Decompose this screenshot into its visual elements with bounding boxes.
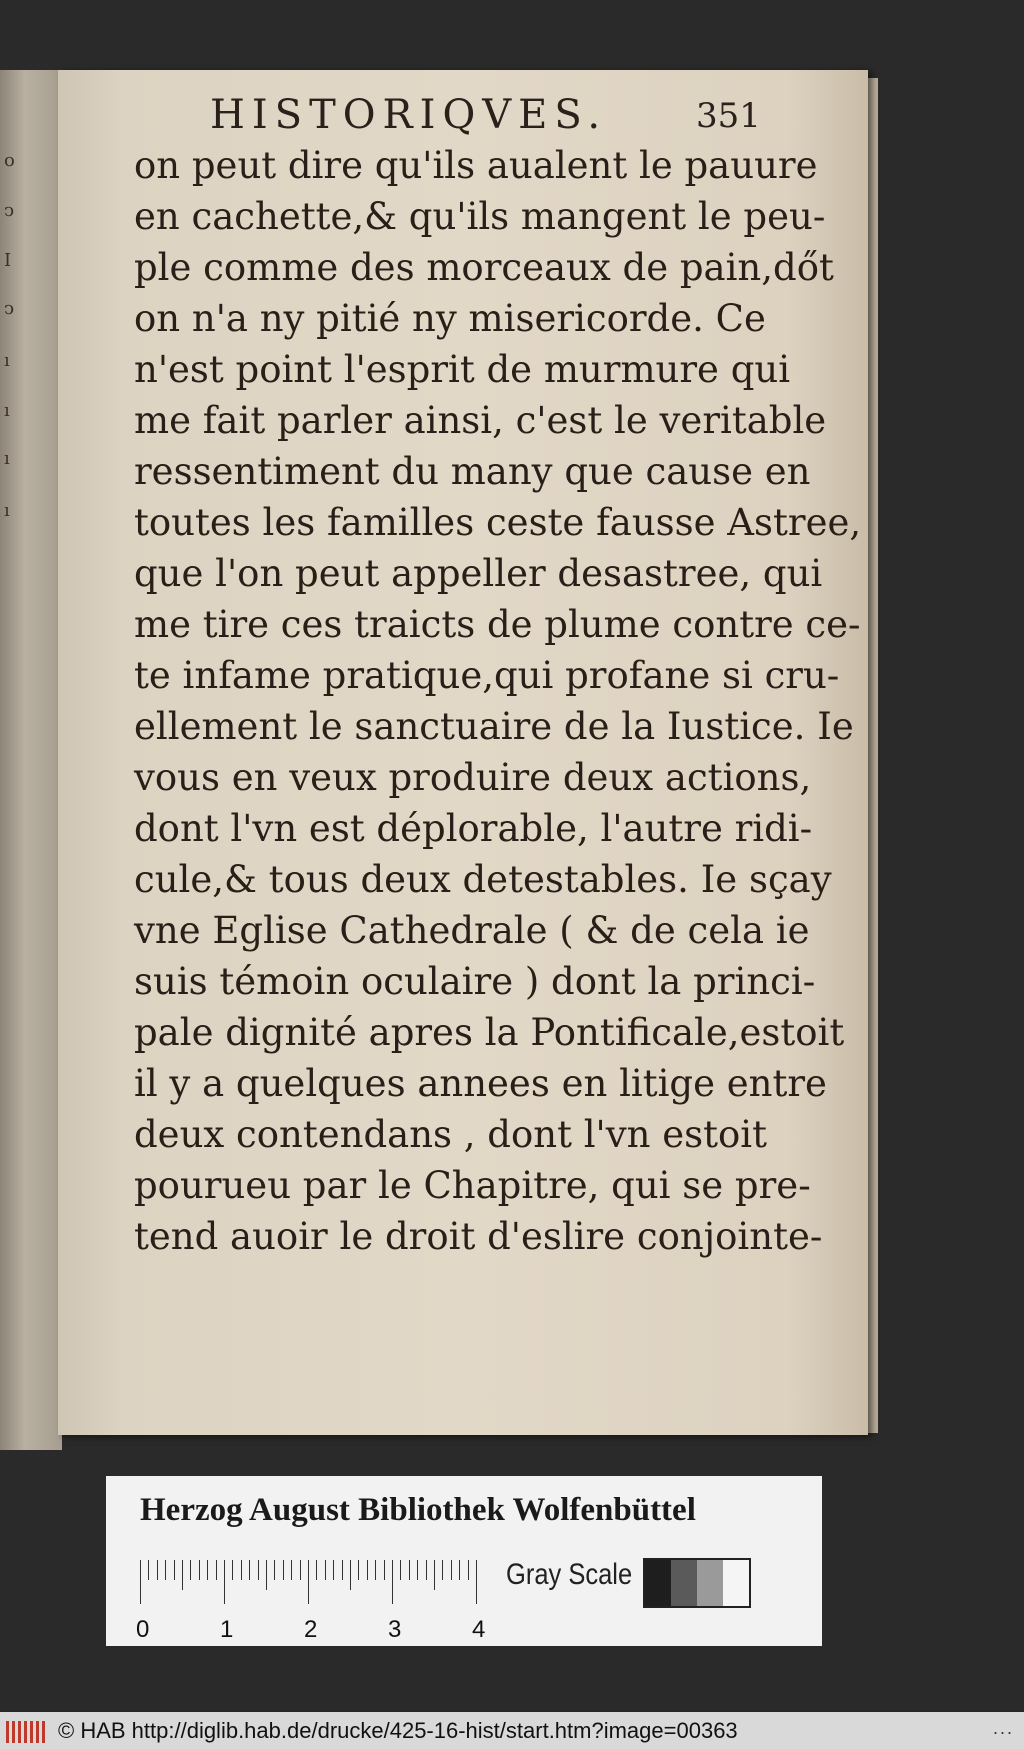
text-line: il y a quelques annees en litige entre: [134, 1062, 827, 1105]
ruler-tick: [417, 1560, 418, 1580]
ruler-tick: [165, 1560, 166, 1580]
margin-glyph: I: [4, 250, 12, 271]
scale-number: 0: [136, 1616, 150, 1643]
measurement-ruler: [140, 1560, 480, 1604]
ruler-tick: [207, 1560, 208, 1580]
ruler-tick: [358, 1560, 359, 1580]
text-line: vne Eglise Cathedrale ( & de cela ie: [134, 909, 810, 952]
text-line: en cachette,& qu'ils mangent le peu-: [134, 195, 826, 238]
ruler-tick: [375, 1560, 376, 1580]
ruler-tick: [258, 1560, 259, 1580]
ruler-tick: [291, 1560, 292, 1580]
ruler-tick: [300, 1560, 301, 1580]
ruler-tick: [392, 1560, 393, 1604]
previous-page-edge: [0, 70, 62, 1450]
running-head: HISTORIQVES.: [210, 92, 608, 138]
text-line: toutes les familles ceste fausse Astree,: [134, 501, 862, 544]
gray-swatch: [671, 1560, 697, 1606]
text-line: suis témoin oculaire ) dont la princi-: [134, 960, 816, 1003]
ruler-tick: [350, 1560, 351, 1590]
text-line: dont l'vn est déplorable, l'autre ridi-: [134, 807, 813, 850]
ruler-tick: [426, 1560, 427, 1580]
text-line: ellement le sanctuaire de la Iustice. Ie: [134, 705, 854, 748]
text-line: te infame pratique,qui profane si cru-: [134, 654, 840, 697]
ruler-tick: [442, 1560, 443, 1580]
ruler-tick: [333, 1560, 334, 1580]
ruler-tick: [140, 1560, 141, 1604]
ruler-tick: [224, 1560, 225, 1604]
text-line: n'est point l'esprit de murmure qui: [134, 348, 791, 391]
copyright-url[interactable]: © HAB http://diglib.hab.de/drucke/425-16-hist/start.htm?image=00363: [58, 1717, 738, 1743]
ruler-tick: [274, 1560, 275, 1580]
gray-swatch: [723, 1560, 749, 1606]
margin-glyph: ı: [4, 448, 10, 469]
ruler-tick: [316, 1560, 317, 1580]
ruler-tick: [148, 1560, 149, 1580]
page-body: [134, 140, 862, 1262]
ruler-tick: [266, 1560, 267, 1590]
more-icon[interactable]: ...: [992, 1718, 1014, 1738]
margin-glyph: ↄ: [4, 298, 15, 319]
text-line: me fait parler ainsi, c'est le veritable: [134, 399, 827, 442]
ruler-tick: [232, 1560, 233, 1580]
ruler-tick: [249, 1560, 250, 1580]
text-line: vous en veux produire deux actions,: [134, 756, 812, 799]
hab-logo-icon: [4, 1717, 48, 1745]
library-name: Herzog August Bibliothek Wolfenbüttel: [140, 1492, 696, 1528]
ruler-tick: [199, 1560, 200, 1580]
scale-number: 3: [388, 1616, 402, 1643]
ruler-tick: [308, 1560, 309, 1604]
footer-bar: [0, 1712, 1024, 1749]
ruler-tick: [216, 1560, 217, 1580]
scale-number: 4: [472, 1616, 486, 1643]
text-line: cule,& tous deux detestables. Ie sçay: [134, 858, 832, 901]
ruler-tick: [400, 1560, 401, 1580]
text-line: deux contendans , dont l'vn estoit: [134, 1113, 767, 1156]
page-number: 351: [696, 96, 761, 136]
ruler-tick: [476, 1560, 477, 1604]
margin-glyph: o: [4, 150, 15, 171]
ruler-tick: [342, 1560, 343, 1580]
ruler-tick: [384, 1560, 385, 1580]
gray-swatch: [645, 1560, 671, 1606]
ruler-tick: [157, 1560, 158, 1580]
ruler-tick: [190, 1560, 191, 1580]
text-line: pale dignité apres la Pontificale,estoit: [134, 1011, 845, 1054]
text-line: pourueu par le Chapitre, qui se pre-: [134, 1164, 811, 1207]
scale-number: 2: [304, 1616, 318, 1643]
text-line: on n'a ny pitié ny misericorde. Ce: [134, 297, 766, 340]
gray-swatch: [697, 1560, 723, 1606]
text-line: que l'on peut appeller desastree, qui: [134, 552, 823, 595]
margin-glyph: ı: [4, 350, 10, 371]
ruler-tick: [325, 1560, 326, 1580]
calibration-card: [106, 1476, 822, 1646]
text-line: ple comme des morceaux de pain,dőt: [134, 246, 834, 289]
ruler-tick: [174, 1560, 175, 1580]
gray-scale-label: Gray Scale: [506, 1558, 633, 1591]
ruler-tick: [241, 1560, 242, 1580]
ruler-tick: [182, 1560, 183, 1590]
margin-glyph: ↄ: [4, 200, 15, 221]
ruler-tick: [451, 1560, 452, 1580]
text-line: me tire ces traicts de plume contre ce-: [134, 603, 861, 646]
text-line: on peut dire qu'ils aualent le pauure: [134, 144, 818, 187]
ruler-tick: [468, 1560, 469, 1580]
ruler-tick: [409, 1560, 410, 1580]
text-line: ressentiment du many que cause en: [134, 450, 811, 493]
ruler-tick: [367, 1560, 368, 1580]
ruler-tick: [283, 1560, 284, 1580]
gray-scale-bar: [643, 1558, 751, 1608]
margin-glyph: ı: [4, 400, 10, 421]
text-line: tend auoir le droit d'eslire conjointe-: [134, 1215, 823, 1258]
scale-number: 1: [220, 1616, 234, 1643]
ruler-tick: [434, 1560, 435, 1590]
ruler-tick: [459, 1560, 460, 1580]
margin-glyph: ı: [4, 500, 10, 521]
